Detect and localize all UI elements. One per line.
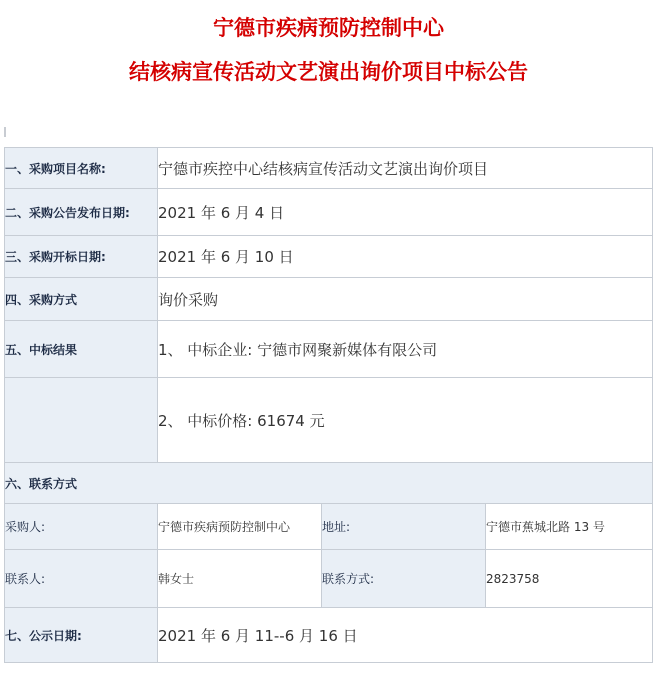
row-method xyxy=(5,278,653,321)
row-person-phone xyxy=(5,550,653,608)
row-public-date xyxy=(5,608,653,663)
row-contact-heading xyxy=(5,463,653,504)
publish-date-label: 二、采购公告发布日期: xyxy=(5,189,158,236)
project-name-value: 宁德市疾控中心结核病宣传活动文艺演出询价项目 xyxy=(158,148,653,189)
buyer-value: 宁德市疾病预防控制中心 xyxy=(158,504,322,550)
method-label: 四、采购方式 xyxy=(5,278,158,321)
row-publish-date xyxy=(5,189,653,236)
contact-person-value: 韩女士 xyxy=(158,550,322,608)
public-date-value: 2021 年 6 月 11--6 月 16 日 xyxy=(158,608,653,663)
notice-title-line2: 结核病宣传活动文艺演出询价项目中标公告 xyxy=(129,59,528,84)
address-label: 地址: xyxy=(322,504,486,550)
winning-price-value: 2、 中标价格: 61674 元 xyxy=(158,378,653,463)
project-name-label: 一、采购项目名称: xyxy=(5,148,158,189)
open-date-label: 三、采购开标日期: xyxy=(5,236,158,278)
notice-title-line1: 宁德市疾病预防控制中心 xyxy=(213,15,444,40)
row-result-price xyxy=(5,378,653,463)
phone-label: 联系方式: xyxy=(322,550,486,608)
winning-company-value: 1、 中标企业: 宁德市网聚新媒体有限公司 xyxy=(158,321,653,378)
result-label-spacer xyxy=(5,378,158,463)
contact-person-label: 联系人: xyxy=(5,550,158,608)
row-result-company xyxy=(5,321,653,378)
result-label: 五、中标结果 xyxy=(5,321,158,378)
publish-date-value: 2021 年 6 月 4 日 xyxy=(158,189,653,236)
notice-table xyxy=(4,147,653,663)
open-date-value: 2021 年 6 月 10 日 xyxy=(158,236,653,278)
row-project-name xyxy=(5,148,653,189)
table-edge-marker xyxy=(4,127,6,137)
buyer-label: 采购人: xyxy=(5,504,158,550)
phone-value: 2823758 xyxy=(486,550,653,608)
contact-heading: 六、联系方式 xyxy=(5,463,653,504)
row-buyer-address xyxy=(5,504,653,550)
row-open-date xyxy=(5,236,653,278)
address-value: 宁德市蕉城北路 13 号 xyxy=(486,504,653,550)
public-date-label: 七、公示日期: xyxy=(5,608,158,663)
method-value: 询价采购 xyxy=(158,278,653,321)
